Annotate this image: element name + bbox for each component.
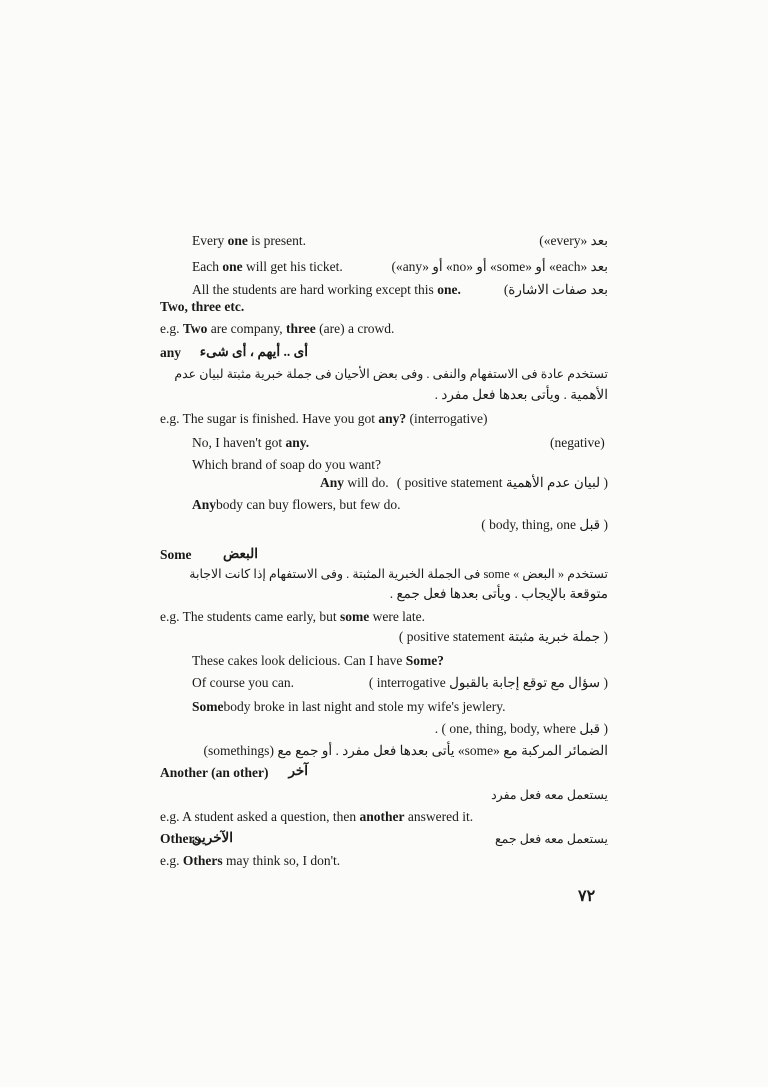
note-after-every: بعد «every») <box>539 233 608 248</box>
heading-any: any <box>160 345 182 360</box>
any-example-will-do: Any will do. <box>320 475 389 490</box>
heading-another: Another (an other) <box>160 765 269 780</box>
heading-some: Some <box>160 547 192 562</box>
heading-others: Others <box>160 831 200 846</box>
another-example: e.g. A student asked a question, then another answered it. <box>160 809 474 824</box>
some-example-of-course: Of course you can. <box>192 675 294 690</box>
any-example-anybody: Anybody can buy flowers, but few do. <box>192 497 401 512</box>
note-positive-statement: ( لبيان عدم الأهمية positive statement ) <box>396 475 608 490</box>
example-every-one: Every one is present. <box>192 233 306 248</box>
heading-another-arabic: آخر <box>288 763 308 778</box>
example-each-one: Each one will get his ticket. <box>192 259 343 274</box>
note-compound-pronouns: الضمائر المركبة مع «some» يأتى بعدها فعل مفرد . أو جمع مع (somethings) <box>203 743 608 758</box>
heading-others-arabic: الآخرين <box>191 830 233 845</box>
note-positive-statement-some: ( جملة خبرية مثبتة positive statement ) <box>398 629 608 644</box>
any-description-line2: الأهمية . ويأتى بعدها فعل مفرد . <box>434 387 608 402</box>
heading-any-arabic: أى .. أيهم ، أى شىء <box>199 344 308 359</box>
heading-some-arabic: البعض <box>223 546 258 561</box>
note-after-each: بعد «each» أو «some» أو «no» أو «any») <box>391 259 608 274</box>
tag-negative: (negative) <box>550 435 605 450</box>
any-example-negative: No, I haven't got any. <box>192 435 310 450</box>
example-this-one: All the students are hard working except this one. <box>192 282 461 297</box>
some-description-line2: متوقعة بالإيجاب . ويأتى بعدها فعل جمع . <box>389 586 608 601</box>
some-description-line1: تستخدم « البعض » some فى الجملة الخبرية المثبتة . وفى الاستفهام إذا كانت الاجابة <box>189 567 608 581</box>
note-demonstratives: بعد صفات الاشارة) <box>503 282 608 297</box>
note-before-body-thing-one: ( body, thing, one قبل ) <box>481 517 608 532</box>
note-before-one-thing-body-where: ( قبل one, thing, body, where ) . <box>434 721 608 736</box>
page-number: ٧٢ <box>578 888 596 905</box>
some-example-cakes: These cakes look delicious. Can I have Some? <box>192 653 444 668</box>
any-example-question: Which brand of soap do you want? <box>192 457 381 472</box>
others-example: e.g. Others may think so, I don't. <box>160 853 341 868</box>
any-example-interrogative: e.g. The sugar is finished. Have you got any? (interrogative) <box>160 411 488 426</box>
example-two-three: e.g. Two are company, three (are) a crowd. <box>160 321 395 336</box>
some-example-students: e.g. The students came early, but some were late. <box>160 609 426 624</box>
heading-two-three: Two, three etc. <box>160 299 245 314</box>
another-description: يستعمل معه فعل مفرد <box>491 788 608 802</box>
some-example-somebody: Somebody broke in last night and stole my wife's jewlery. <box>192 699 506 714</box>
note-interrogative-expected-yes: ( سؤال مع توقع إجابة بالقبول interrogative ) <box>368 675 608 690</box>
any-description-line1: تستخدم عادة فى الاستفهام والنفى . وفى بعض الأحيان فى جملة خبرية مثبتة لبيان عدم <box>174 367 608 381</box>
others-description: يستعمل معه فعل جمع <box>494 832 608 846</box>
